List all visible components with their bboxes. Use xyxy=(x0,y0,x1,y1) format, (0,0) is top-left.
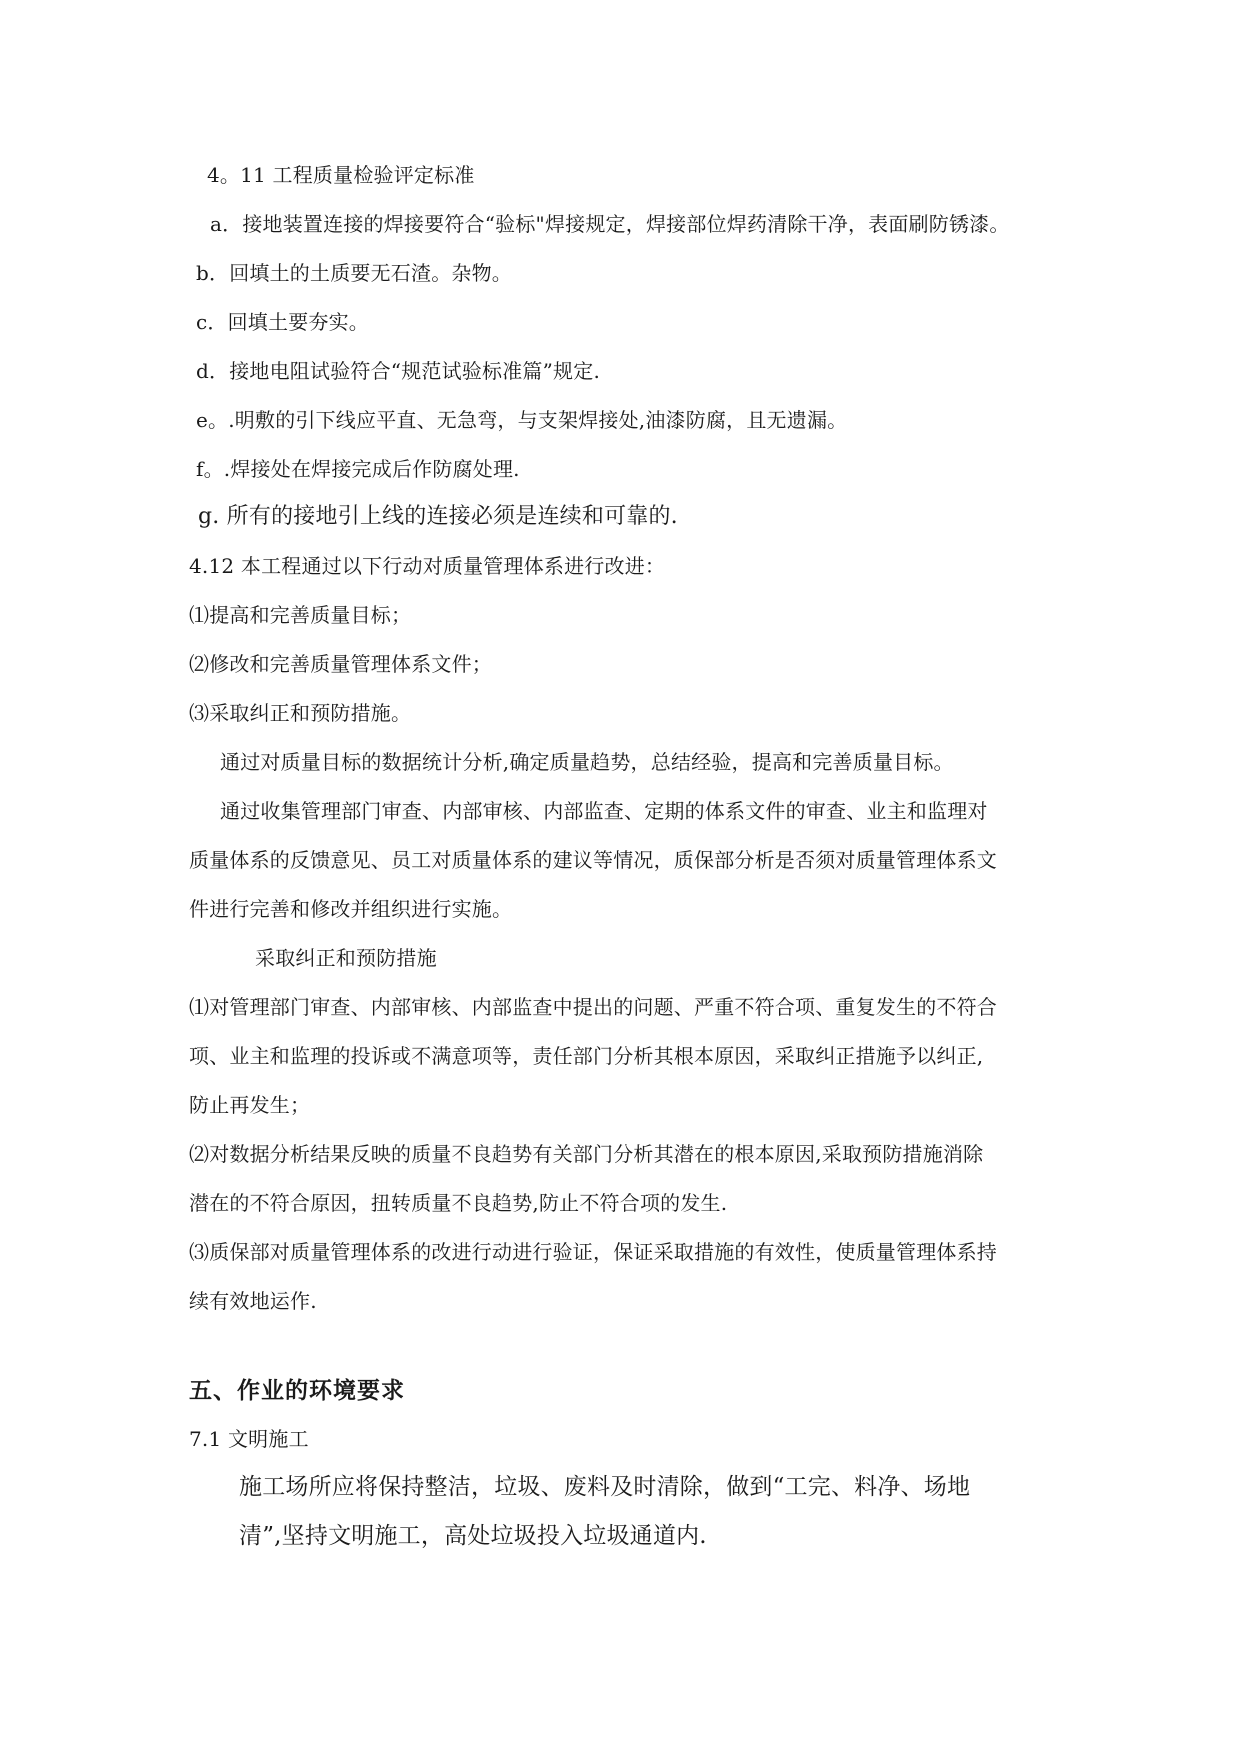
list-item-g: g. 所有的接地引上线的连接必须是连续和可靠的. xyxy=(198,504,678,529)
paragraph-system-review-line-3: 件进行完善和修改并组织进行实施。 xyxy=(189,897,513,921)
measure-1-line-2: 项、业主和监理的投诉或不满意项等，责任部门分析其根本原因，采取纠正措施予以纠正, xyxy=(189,1044,984,1068)
improvement-item-3: ⑶采取纠正和预防措施。 xyxy=(189,701,412,725)
section-7-1-title: 7.1 文明施工 xyxy=(189,1427,309,1451)
list-item-c: c．回填土要夯实。 xyxy=(196,310,370,334)
measure-2-line-2: 潜在的不符合原因，扭转质量不良趋势,防止不符合项的发生. xyxy=(189,1191,728,1215)
measure-1-line-3: 防止再发生； xyxy=(189,1093,311,1117)
section-4-12-title: 4.12 本工程通过以下行动对质量管理体系进行改进： xyxy=(189,554,666,578)
measure-2-line-1: ⑵对数据分析结果反映的质量不良趋势有关部门分析其潜在的根本原因,采取预防措施消除 xyxy=(189,1142,984,1166)
section-5-heading: 五、作业的环境要求 xyxy=(189,1378,405,1404)
measure-3-line-1: ⑶质保部对质量管理体系的改进行动进行验证，保证采取措施的有效性，使质量管理体系持 xyxy=(189,1240,997,1264)
civilized-construction-line-2: 清”,坚持文明施工，高处垃圾投入垃圾通道内. xyxy=(239,1523,707,1549)
civilized-construction-line-1: 施工场所应将保持整洁，垃圾、废料及时清除，做到“工完、料净、场地 xyxy=(239,1474,971,1500)
paragraph-system-review-line-1: 通过收集管理部门审查、内部审核、内部监查、定期的体系文件的审查、业主和监理对 xyxy=(220,799,988,823)
list-item-f: f。.焊接处在焊接完成后作防腐处理. xyxy=(196,457,520,481)
paragraph-quality-target: 通过对质量目标的数据统计分析,确定质量趋势，总结经验，提高和完善质量目标。 xyxy=(220,750,954,774)
improvement-item-2: ⑵修改和完善质量管理体系文件； xyxy=(189,652,492,676)
paragraph-system-review-line-2: 质量体系的反馈意见、员工对质量体系的建议等情况，质保部分析是否须对质量管理体系文 xyxy=(189,848,997,872)
subheading-corrective-measures: 采取纠正和预防措施 xyxy=(255,946,437,970)
list-item-b: b．回填土的土质要无石渣。杂物。 xyxy=(196,261,513,285)
list-item-d: d．接地电阻试验符合“规范试验标准篇”规定. xyxy=(196,359,601,383)
measure-3-line-2: 续有效地运作. xyxy=(189,1289,317,1313)
section-4-11-title: 4。11 工程质量检验评定标准 xyxy=(207,163,475,187)
measure-1-line-1: ⑴对管理部门审查、内部审核、内部监查中提出的问题、严重不符合项、重复发生的不符合 xyxy=(189,995,997,1019)
list-item-e: e。.明敷的引下线应平直、无急弯，与支架焊接处,油漆防腐，且无遗漏。 xyxy=(196,408,848,432)
improvement-item-1: ⑴提高和完善质量目标； xyxy=(189,603,412,627)
list-item-a: a．接地装置连接的焊接要符合“验标"焊接规定，焊接部位焊药清除干净，表面刷防锈漆。 xyxy=(210,212,1010,236)
